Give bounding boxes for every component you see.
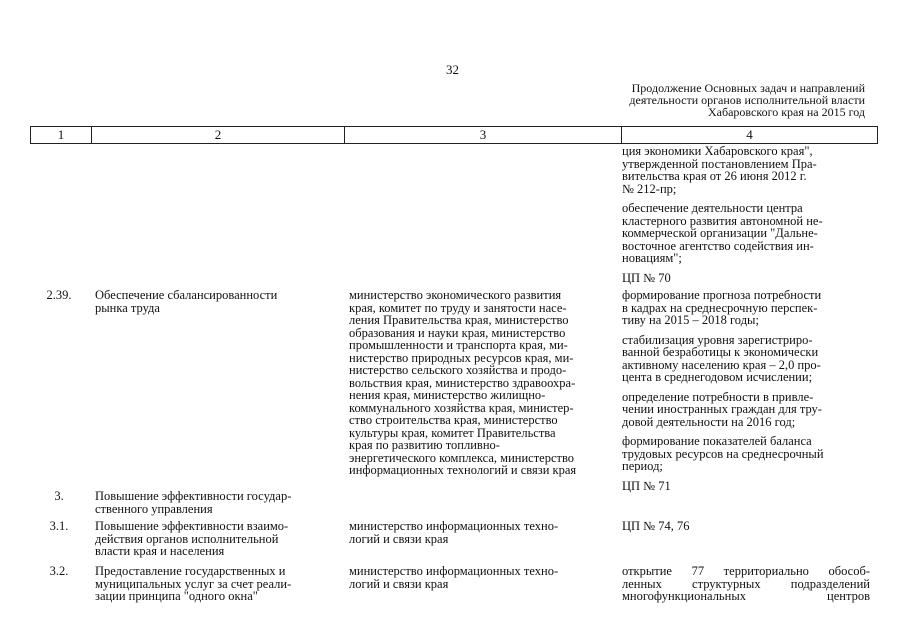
column-header-1: 1 xyxy=(31,127,92,143)
task-3-2: Предоставление государственных и муниципальных услуг за счет реали- зации принципа "одного окна" xyxy=(95,564,292,603)
task-3-1: Повышение эффективности взаимо- действия органов исполнительной власти края и населения xyxy=(95,519,289,558)
column-header-3: 3 xyxy=(345,127,622,143)
results-2-39: формирование прогноза потребности в кадрах на среднесрочную перспек- тиву на 2015 – 2018 годы; стабилизация уровня зарегистриро- ванной безработицы к экономически активному населению края – 2,0 про- цента в среднегодовом исчислении; определение потребности в привле- чении иностранных граждан для тру- довой деятельности на 2016 год; формирование показателей баланса трудовых ресурсов на среднесрочный период; ЦП № 71 xyxy=(622,288,824,493)
results-3-2: открытие 77 территориально обособ- ленных структурных подразделений многофункциональных центров xyxy=(622,564,870,603)
row-number-3-1: 3.1. xyxy=(49,519,69,533)
page-number: 32 xyxy=(446,62,459,77)
column-header-row xyxy=(30,126,878,144)
row-number-2-39: 2.39. xyxy=(46,288,72,302)
task-2-39: Обеспечение сбалансированности рынка труда xyxy=(95,288,278,315)
responsible-3-2: министерство информационных техно- логий и связи края xyxy=(349,564,559,591)
column-header-4: 4 xyxy=(746,127,753,142)
header-note: Продолжение Основных задач и направлений деятельности органов исполнительной власти Хабаровского края на 2015 год xyxy=(629,81,865,119)
responsible-2-39: министерство экономического развития края, комитет по труду и занятости насе- ления Правительства края, министерство образования и науки края, министерство промышленности и транспорта края, ми- нистерство природных ресурсов края, ми- нистерство сельского хозяйства и продо- вольствия края, министерство здравоохра- нения края, министерство жилищно- коммунального хозяйства края, министер- ство строительства края, министерство культуры края, комитет Правительства края по развитию топливно- энергетического комплекса, министерство информационных технологий и связи края xyxy=(349,288,577,477)
task-3: Повышение эффективности государ- ственного управления xyxy=(95,489,292,516)
results-3-1: ЦП № 74, 76 xyxy=(622,519,690,533)
row-number-3-2: 3.2. xyxy=(49,564,69,578)
row-number-3: 3. xyxy=(54,489,64,503)
continuation-results: ция экономики Хабаровского края", утвержденной постановлением Пра- вительства края от 26 июня 2012 г. № 212-пр; обеспечение деятельности центра кластерного развития автономной не- коммерческой организации "Дальне- восточное агентство содействия ин- новациям"; ЦП № 70 xyxy=(622,144,823,285)
responsible-3-1: министерство информационных техно- логий и связи края xyxy=(349,519,559,546)
column-header-2: 2 xyxy=(92,127,345,143)
